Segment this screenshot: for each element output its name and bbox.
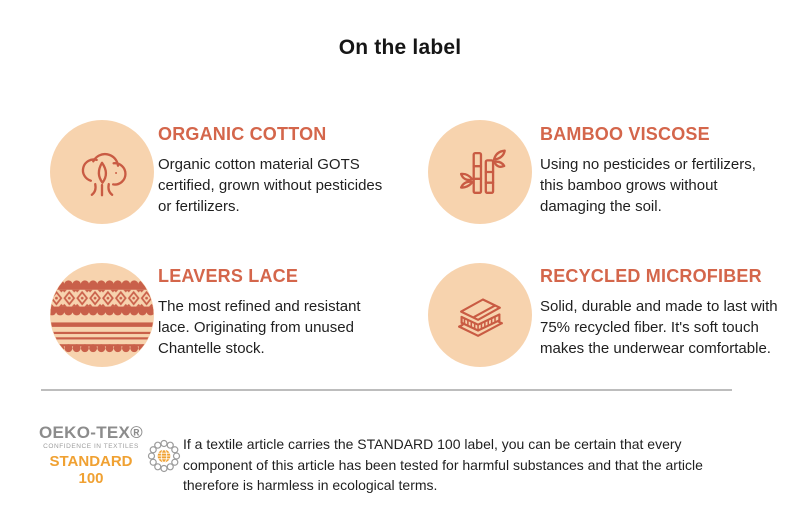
cotton-flower-icon	[71, 141, 133, 203]
feature-description: Solid, durable and made to last with 75% recycled fiber. It's soft touch makes the underwear comfortable.	[540, 298, 778, 357]
section-divider	[41, 389, 732, 391]
feature-description: Using no pesticides or fertilizers, this bamboo grows without damaging the soil.	[540, 156, 756, 215]
feature-description: Organic cotton material GOTS certified, grown without pesticides or fertilizers.	[158, 156, 383, 215]
feature-icon-circle-organic-cotton	[50, 120, 154, 224]
oekotex-standard: STANDARD 100	[49, 453, 133, 487]
page-title: On the label	[338, 36, 462, 59]
feature-icon-circle-bamboo-viscose	[428, 120, 532, 224]
feature-description: The most refined and resistant lace. Originating from unused Chantelle stock.	[158, 298, 361, 357]
feature-title: RECYCLED MICROFIBER	[540, 266, 762, 286]
feature-card-bamboo-viscose	[540, 124, 780, 217]
bamboo-icon	[449, 141, 511, 203]
feature-title: BAMBOO VISCOSE	[540, 124, 710, 144]
oekotex-tagline: CONFIDENCE IN TEXTILES	[43, 443, 139, 450]
feature-icon-circle-leavers-lace	[50, 263, 154, 367]
feature-title: ORGANIC COTTON	[158, 124, 327, 144]
feature-title: LEAVERS LACE	[158, 266, 299, 286]
lace-pattern-icon	[50, 263, 154, 367]
fabric-layers-icon	[449, 284, 511, 346]
feature-card-leavers-lace	[158, 266, 394, 359]
oekotex-brand: OEKO-TEX®	[38, 423, 143, 442]
oekotex-logo	[36, 423, 146, 487]
feature-icon-circle-recycled-microfiber	[428, 263, 532, 367]
certification-text: If a textile article carries the STANDARD 100 label, you can be certain that every component of this article has been tested for harmful substances and that the article therefore is harmless in ecological terms.	[183, 436, 703, 493]
feature-card-organic-cotton	[158, 124, 394, 217]
flower-globe-icon	[147, 439, 181, 473]
feature-card-recycled-microfiber	[540, 266, 782, 359]
